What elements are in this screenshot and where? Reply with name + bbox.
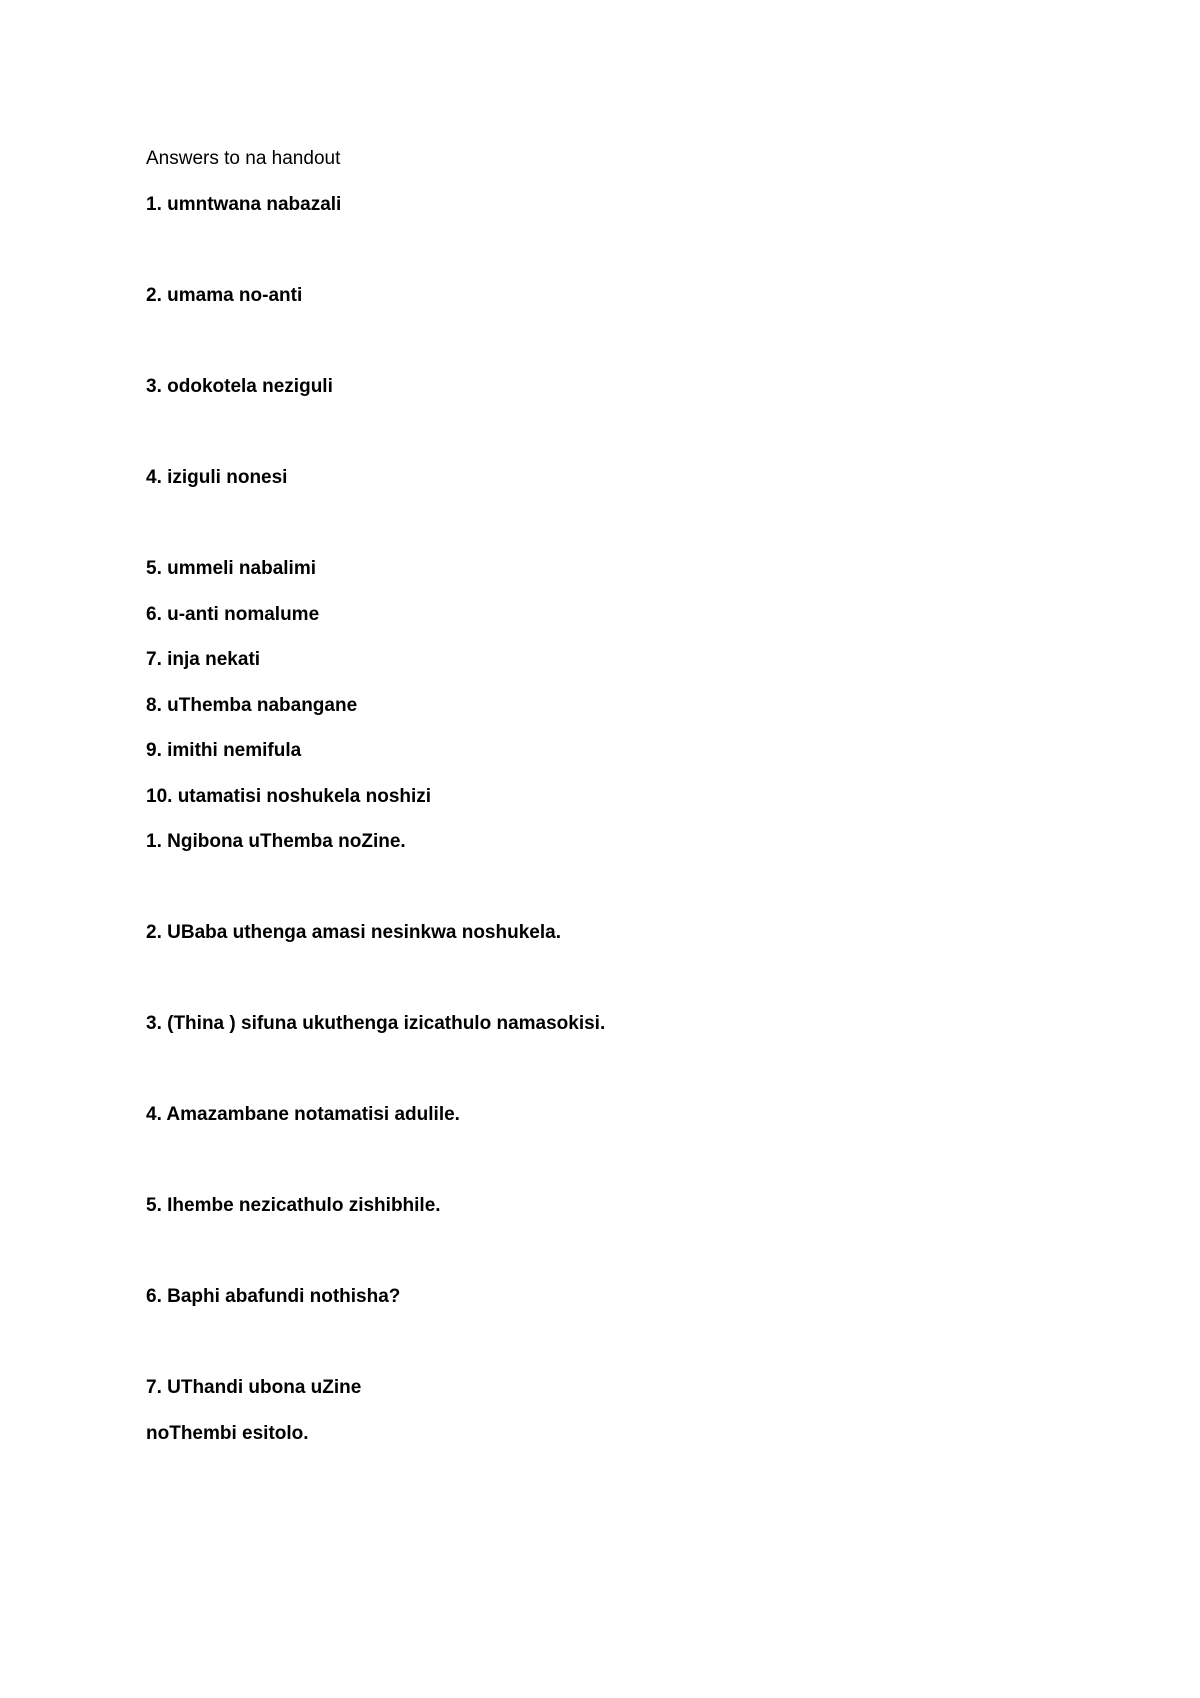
sentence-item-4: 4. Amazambane notamatisi adulile. [146, 1104, 460, 1125]
sentence-item-1: 1. Ngibona uThemba noZine. [146, 831, 406, 852]
sentence-item-3: 3. (Thina ) sifuna ukuthenga izicathulo namasokisi. [146, 1013, 606, 1034]
answer-item-7: 7. inja nekati [146, 649, 261, 670]
answer-item-8: 8. uThemba nabangane [146, 695, 358, 716]
document-title: Answers to na handout [146, 148, 341, 169]
answer-item-5: 5. ummeli nabalimi [146, 558, 316, 579]
answer-item-2: 2. umama no-anti [146, 285, 303, 306]
answer-item-4: 4. iziguli nonesi [146, 467, 288, 488]
answer-item-9: 9. imithi nemifula [146, 740, 302, 761]
sentence-item-7: 7. UThandi ubona uZine [146, 1377, 362, 1398]
sentence-item-2: 2. UBaba uthenga amasi nesinkwa noshukela. [146, 922, 561, 943]
sentence-item-7-continuation: noThembi esitolo. [146, 1423, 309, 1444]
answer-item-6: 6. u-anti nomalume [146, 604, 320, 625]
answer-item-1: 1. umntwana nabazali [146, 194, 342, 215]
sentence-item-5: 5. Ihembe nezicathulo zishibhile. [146, 1195, 441, 1216]
answer-item-10: 10. utamatisi noshukela noshizi [146, 786, 432, 807]
sentence-item-6: 6. Baphi abafundi nothisha? [146, 1286, 401, 1307]
answer-item-3: 3. odokotela neziguli [146, 376, 333, 397]
